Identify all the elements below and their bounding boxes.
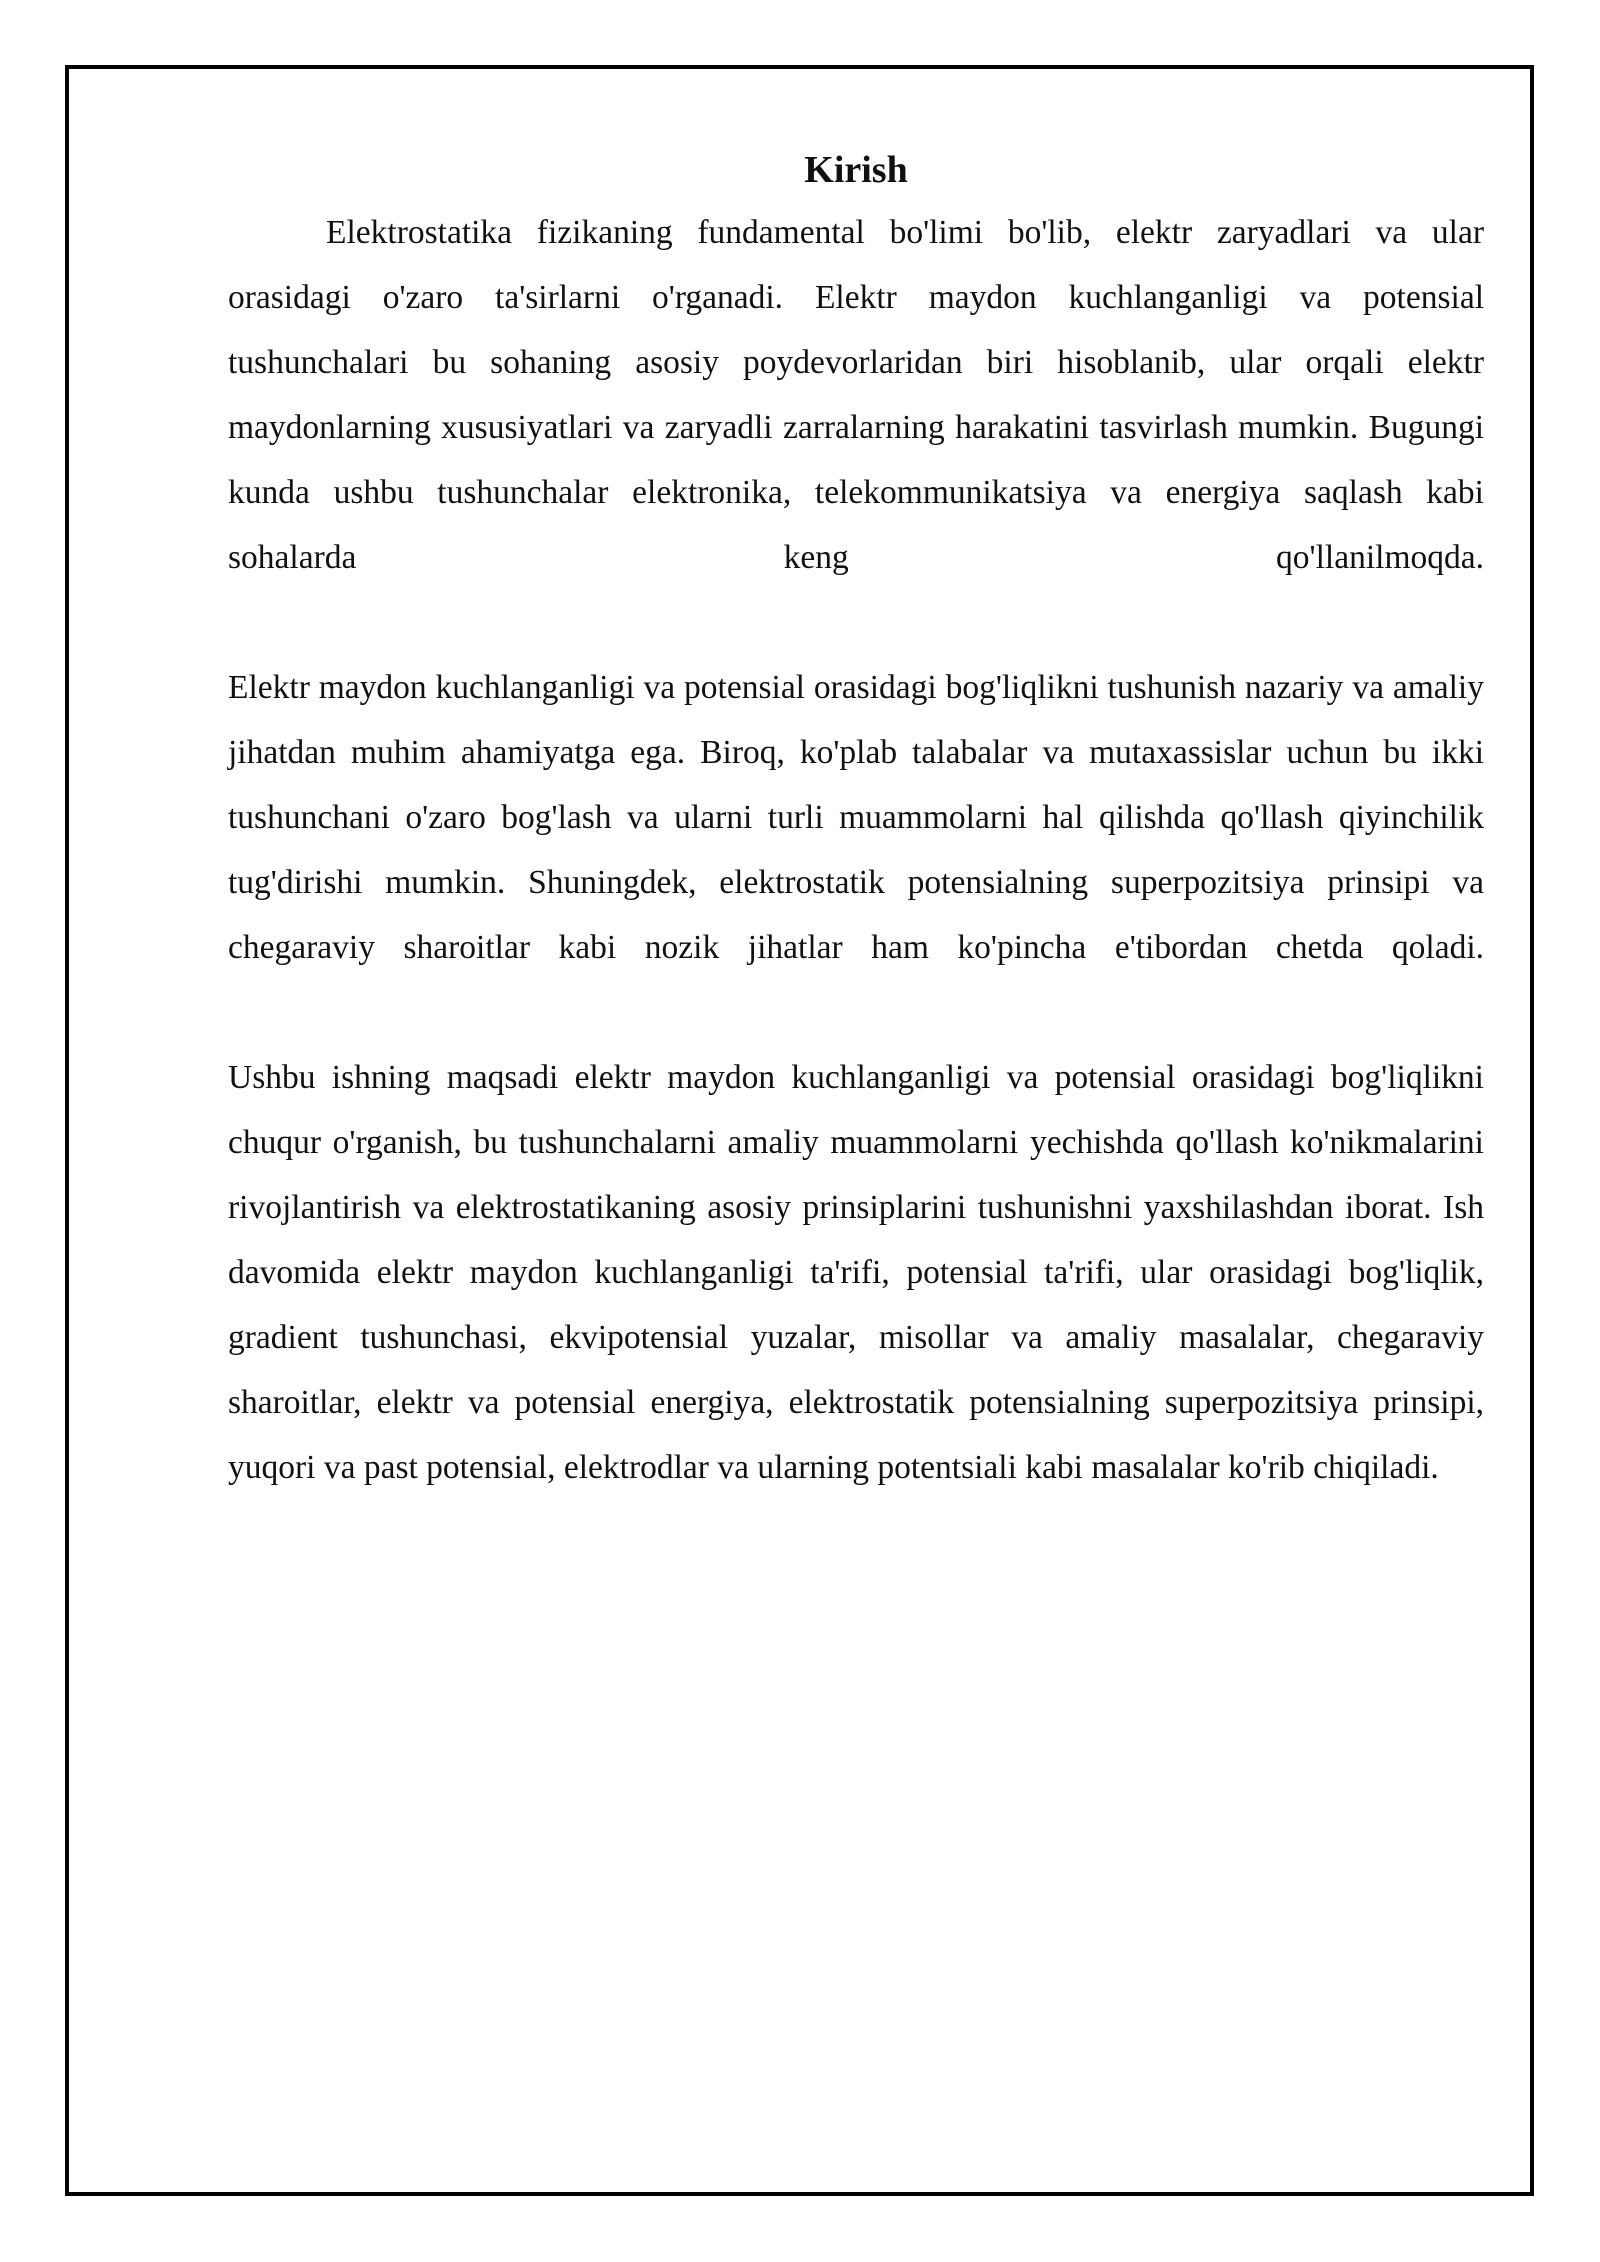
paragraph-problem: Elektr maydon kuchlanganligi va potensial orasidagi bog'liqlikni tushunish nazariy va amaliy jihatdan muhim ahamiyatga ega. Biroq, ko'plab talabalar va mutaxassislar uchun bu ikki tushunchani o'zaro bog'lash va ularni turli muammolarni hal qilishda qo'llash qiyinchilik tug'dirishi mumkin. Shuningdek, elektrostatik potensialning superpozitsiya prinsipi va chegaraviy sharoitlar kabi nozik jihatlar ham ko'pincha e'tibordan chetda qoladi.	[228, 669, 1484, 966]
paragraph-gap	[228, 590, 1484, 655]
paragraph-gap	[228, 980, 1484, 1045]
page-title: Kirish	[804, 149, 908, 191]
paragraph-intro: Elektrostatika fizikaning fundamental bo'limi bo'lib, elektr zaryadlari va ular orasidagi o'zaro ta'sirlarni o'rganadi. Elektr maydon kuchlanganligi va potensial tushunchalari bu sohaning asosiy poydevorlaridan biri hisoblanib, ular orqali elektr maydonlarning xususiyatlari va zaryadli zarralarning harakatini tasvirlash mumkin. Bugungi kunda ushbu tushunchalar elektronika, telekommunikatsiya va energiya saqlash kabi sohalarda keng qo'llanilmoqda.	[228, 214, 1484, 576]
document-body	[228, 140, 1484, 1500]
paragraph-goal: Ushbu ishning maqsadi elektr maydon kuchlanganligi va potensial orasidagi bog'liqlikni chuqur o'rganish, bu tushunchalarni amaliy muammolarni yechishda qo'llash ko'nikmalarini rivojlantirish va elektrostatikaning asosiy prinsiplarini tushunishni yaxshilashdan iborat. Ish davomida elektr maydon kuchlanganligi ta'rifi, potensial ta'rifi, ular orasidagi bog'liqlik, gradient tushunchasi, ekvipotensial yuzalar, misollar va amaliy masalalar, chegaraviy sharoitlar, elektr va potensial energiya, elektrostatik potensialning superpozitsiya prinsipi, yuqori va past potensial, elektrodlar va ularning potentsiali kabi masalalar ko'rib chiqiladi.	[228, 1059, 1484, 1486]
